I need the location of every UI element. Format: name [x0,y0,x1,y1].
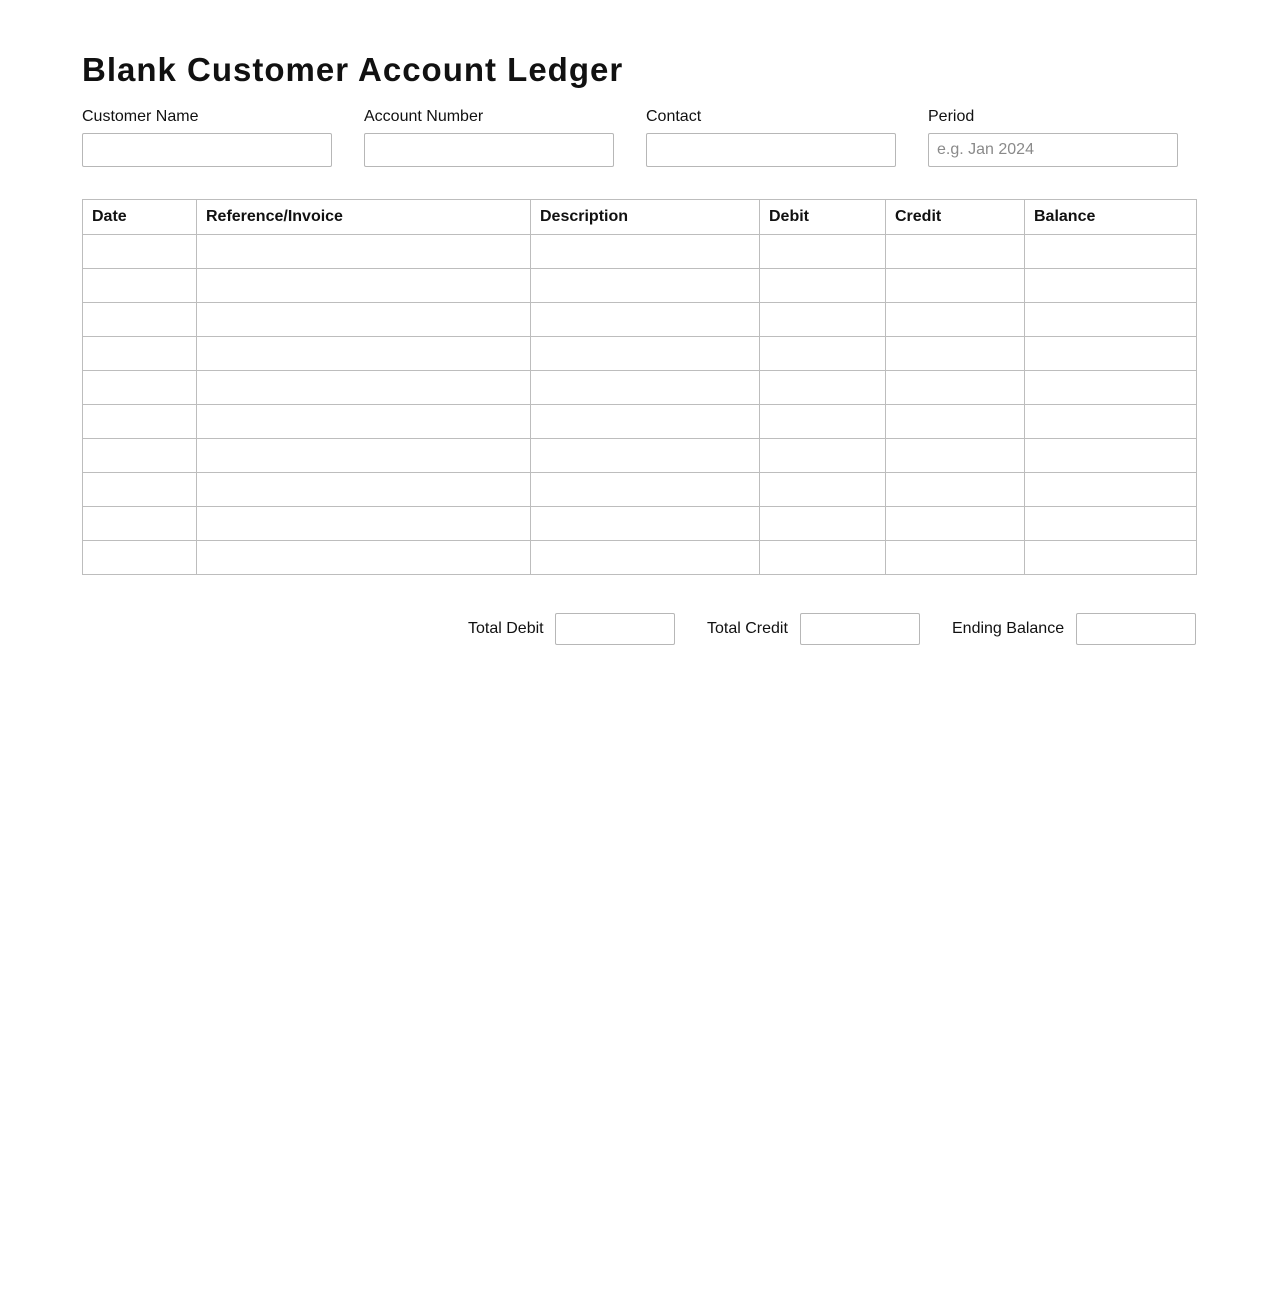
ending-balance-label: Ending Balance [952,620,1065,637]
cell-reference[interactable] [197,439,531,473]
cell-date[interactable] [83,269,197,303]
cell-description[interactable] [531,269,760,303]
total-debit-label: Total Debit [468,620,544,637]
cell-credit[interactable] [886,507,1025,541]
contact-field-group [646,106,896,128]
column-header-date: Date [83,200,197,235]
contact-input[interactable] [646,133,896,167]
total-credit-label: Total Credit [707,620,788,637]
column-header-reference: Reference/Invoice [197,200,531,235]
cell-debit[interactable] [760,269,886,303]
cell-balance[interactable] [1025,371,1197,405]
cell-debit[interactable] [760,473,886,507]
customer-name-label: Customer Name [82,108,199,125]
cell-balance[interactable] [1025,439,1197,473]
totals-bar [82,613,1196,645]
table-row [83,405,1197,439]
cell-description[interactable] [531,541,760,575]
table-row [83,235,1197,269]
cell-description[interactable] [531,473,760,507]
contact-label: Contact [646,108,702,125]
cell-balance[interactable] [1025,541,1197,575]
cell-credit[interactable] [886,473,1025,507]
ledger-table [82,199,1197,575]
account-number-input[interactable] [364,133,614,167]
account-number-label: Account Number [364,108,484,125]
cell-balance[interactable] [1025,473,1197,507]
table-row [83,337,1197,371]
ending-balance-input[interactable] [1076,613,1196,645]
cell-description[interactable] [531,337,760,371]
cell-credit[interactable] [886,269,1025,303]
cell-balance[interactable] [1025,235,1197,269]
column-header-description: Description [531,200,760,235]
cell-reference[interactable] [197,405,531,439]
cell-reference[interactable] [197,235,531,269]
table-row [83,371,1197,405]
account-number-field-group [364,106,614,128]
cell-reference[interactable] [197,541,531,575]
cell-credit[interactable] [886,337,1025,371]
cell-date[interactable] [83,541,197,575]
customer-name-input[interactable] [82,133,332,167]
cell-debit[interactable] [760,541,886,575]
period-label: Period [928,108,975,125]
cell-reference[interactable] [197,303,531,337]
cell-balance[interactable] [1025,303,1197,337]
cell-debit[interactable] [760,371,886,405]
cell-credit[interactable] [886,371,1025,405]
page-title: Blank Customer Account Ledger [82,51,624,88]
cell-debit[interactable] [760,337,886,371]
cell-credit[interactable] [886,405,1025,439]
cell-date[interactable] [83,439,197,473]
cell-balance[interactable] [1025,405,1197,439]
cell-reference[interactable] [197,269,531,303]
table-row [83,303,1197,337]
total-credit-input[interactable] [800,613,920,645]
cell-reference[interactable] [197,473,531,507]
cell-reference[interactable] [197,507,531,541]
cell-credit[interactable] [886,439,1025,473]
column-header-credit: Credit [886,200,1025,235]
cell-credit[interactable] [886,541,1025,575]
cell-debit[interactable] [760,303,886,337]
cell-date[interactable] [83,371,197,405]
table-row [83,473,1197,507]
cell-date[interactable] [83,235,197,269]
cell-description[interactable] [531,507,760,541]
cell-description[interactable] [531,235,760,269]
customer-name-field-group [82,106,332,128]
cell-date[interactable] [83,507,197,541]
cell-credit[interactable] [886,235,1025,269]
cell-date[interactable] [83,473,197,507]
ledger-table-body [83,235,1197,575]
column-header-debit: Debit [760,200,886,235]
table-row [83,507,1197,541]
cell-description[interactable] [531,439,760,473]
table-header-row [83,200,1197,235]
cell-debit[interactable] [760,235,886,269]
cell-reference[interactable] [197,337,531,371]
cell-reference[interactable] [197,371,531,405]
cell-description[interactable] [531,303,760,337]
cell-debit[interactable] [760,405,886,439]
cell-date[interactable] [83,337,197,371]
cell-date[interactable] [83,405,197,439]
cell-description[interactable] [531,405,760,439]
column-header-balance: Balance [1025,200,1197,235]
cell-debit[interactable] [760,507,886,541]
cell-balance[interactable] [1025,269,1197,303]
cell-balance[interactable] [1025,337,1197,371]
cell-balance[interactable] [1025,507,1197,541]
cell-description[interactable] [531,371,760,405]
period-field-group [928,106,1178,128]
cell-credit[interactable] [886,303,1025,337]
table-row [83,541,1197,575]
table-row [83,269,1197,303]
table-row [83,439,1197,473]
total-debit-input[interactable] [555,613,675,645]
cell-debit[interactable] [760,439,886,473]
period-input[interactable] [928,133,1178,167]
cell-date[interactable] [83,303,197,337]
